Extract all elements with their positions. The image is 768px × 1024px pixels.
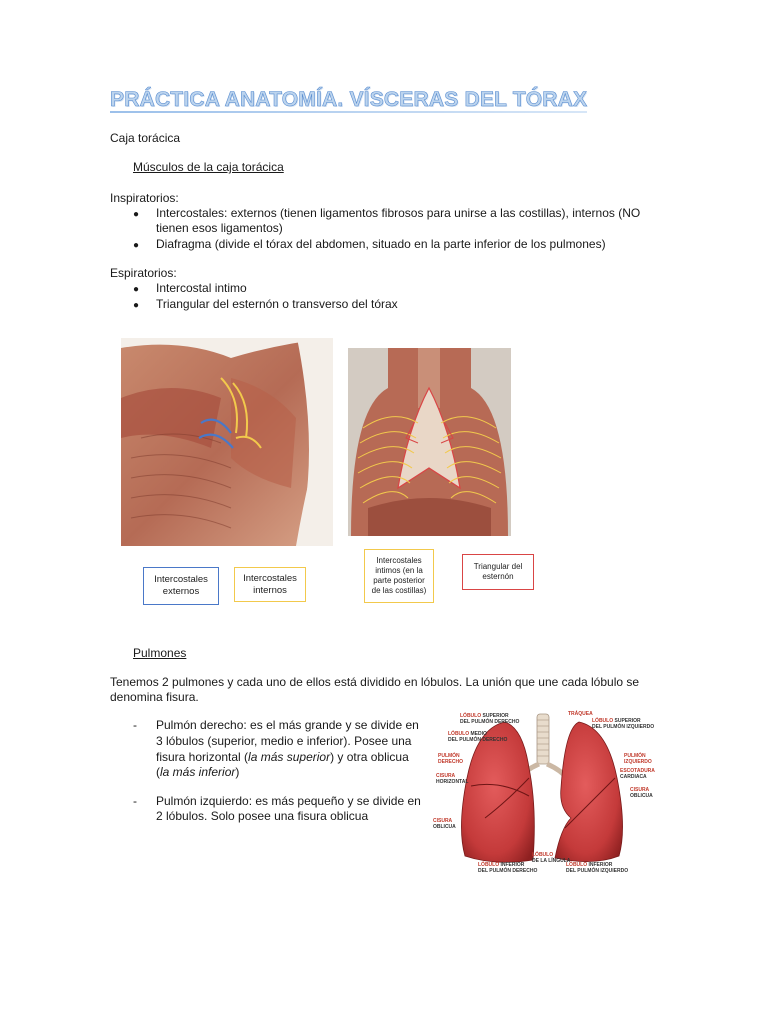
label-part: DE LA LÍNGULA [532, 858, 571, 864]
lung-label-lobulo-superior-derecho [460, 713, 519, 725]
list-item-continuation [156, 750, 409, 765]
page-title: PRÁCTICA ANATOMÍA. VÍSCERAS DEL TÓRAX [110, 88, 588, 111]
box-line: internos [253, 584, 287, 596]
inspiratorios-heading: Inspiratorios: [110, 191, 179, 205]
lung-label-lobulo-medio-derecho [448, 731, 507, 743]
text-run: fisura horizontal ( [156, 750, 249, 764]
label-part: HORIZONTAL [436, 779, 469, 785]
lung-label-lobulo-inferior-izquierdo [566, 862, 628, 874]
lung-label-lobulo-superior-izquierdo [592, 718, 654, 730]
label-part: PULMÓN [438, 753, 460, 759]
label-box-intercostales-internos [234, 567, 306, 602]
box-line: esternón [482, 572, 514, 581]
label-part: CARDIACA [620, 774, 647, 780]
list-item-continuation: 2 lóbulos. Solo posee una fisura oblicua [156, 809, 369, 823]
section-heading-caja: Caja torácica [110, 131, 181, 145]
subsection-heading-musculos: Músculos de la caja torácica [133, 160, 284, 174]
label-part: OBLICUA [433, 824, 456, 830]
box-line: Intercostales [243, 572, 297, 584]
list-item: Triangular del esternón o transverso del tórax [156, 297, 398, 311]
list-item-continuation: 3 lóbulos (superior, medio e inferior). Posee una [156, 734, 412, 748]
box-line: externos [162, 586, 200, 597]
lung-label-cisura-oblicua-derecha [433, 818, 456, 830]
label-part: MEDIO [470, 731, 487, 737]
label-part: PULMÓN [624, 753, 646, 759]
text-run-italic: la más inferior [160, 765, 236, 779]
box-line: de las costillas) [371, 586, 427, 595]
bullet-icon: ● [133, 284, 140, 295]
lung-label-pulmon-izquierdo [624, 753, 652, 765]
label-part: CISURA [436, 773, 456, 779]
bullet-icon: ● [133, 240, 140, 251]
paragraph-line: Tenemos 2 pulmones y cada uno de ellos está dividido en lóbulos. La unión que une cada lóbulo se [110, 675, 640, 689]
lung-label-lobulo-lingula [532, 852, 570, 864]
box-line: Intercostales [376, 556, 422, 565]
list-item-continuation [156, 765, 239, 780]
label-part: LÓBULO [460, 713, 482, 719]
label-part: ESCOTADURA [620, 768, 655, 774]
label-part: SUPERIOR [614, 718, 641, 724]
label-part: DERECHO [438, 759, 464, 765]
lung-label-escotadura-cardiaca [620, 768, 655, 780]
label-part: CISURA [433, 818, 453, 824]
label-part: TRÁQUEA [568, 711, 593, 717]
box-line: parte posterior [373, 576, 425, 585]
label-part: INFERIOR [588, 862, 613, 868]
text-run: ) y otra oblicua [330, 750, 409, 764]
list-item: Intercostal intimo [156, 281, 247, 295]
label-part: LÓBULO [592, 718, 614, 724]
label-box-triangular-esternon [462, 554, 534, 590]
label-part: CISURA [630, 787, 650, 793]
lung-label-traquea [568, 711, 593, 717]
label-part: INFERIOR [500, 862, 525, 868]
thorax-muscles-illustration [121, 338, 333, 546]
bullet-icon: ● [133, 209, 140, 220]
lung-label-cisura-oblicua-izquierda [630, 787, 653, 799]
box-line: Triangular del [473, 562, 523, 571]
label-part: DEL PULMÓN IZQUIERDO [566, 868, 629, 874]
label-part: LÓBULO [478, 862, 500, 868]
label-part: DEL PULMÓN DERECHO [448, 737, 508, 743]
label-part: SUPERIOR [482, 713, 509, 719]
label-part: IZQUIERDO [624, 759, 652, 765]
dash-icon: - [133, 718, 137, 732]
label-box-intercostales-externos [143, 567, 219, 605]
text-run: ( [156, 765, 160, 779]
list-item-continuation: tienen esos ligamentos) [156, 221, 283, 235]
label-box-intercostales-intimos [364, 549, 434, 603]
subsection-heading-pulmones: Pulmones [133, 646, 187, 660]
label-part: DEL PULMÓN DERECHO [460, 719, 520, 725]
box-line: intimos (en la [375, 566, 423, 575]
list-item: Pulmón derecho: es el más grande y se divide en [156, 718, 419, 732]
thorax-posterior-illustration [348, 348, 511, 536]
espiratorios-heading: Espiratorios: [110, 266, 177, 280]
box-line: Intercostales [154, 574, 208, 585]
label-part: LÓBULO [566, 862, 588, 868]
label-part: DEL PULMÓN DERECHO [478, 868, 538, 874]
bullet-icon: ● [133, 300, 140, 311]
label-part: OBLICUA [630, 793, 653, 799]
list-item: Pulmón izquierdo: es más pequeño y se divide en [156, 794, 421, 808]
lung-label-pulmon-derecho [438, 753, 463, 765]
label-part: LÓBULO [448, 731, 470, 737]
label-part: DEL PULMÓN IZQUIERDO [592, 724, 655, 730]
lung-label-lobulo-inferior-derecho [478, 862, 537, 874]
list-item: Diafragma (divide el tórax del abdomen, situado en la parte inferior de los pulmones) [156, 237, 606, 251]
label-part: LÓBULO [532, 852, 554, 858]
text-run-italic: la más superior [248, 750, 331, 764]
lung-label-cisura-horizontal [436, 773, 468, 785]
text-run: ) [235, 765, 240, 779]
paragraph-line: denomina fisura. [110, 690, 199, 704]
dash-icon: - [133, 794, 137, 808]
list-item: Intercostales: externos (tienen ligamentos fibrosos para unirse a las costillas), internos (NO [156, 206, 641, 220]
